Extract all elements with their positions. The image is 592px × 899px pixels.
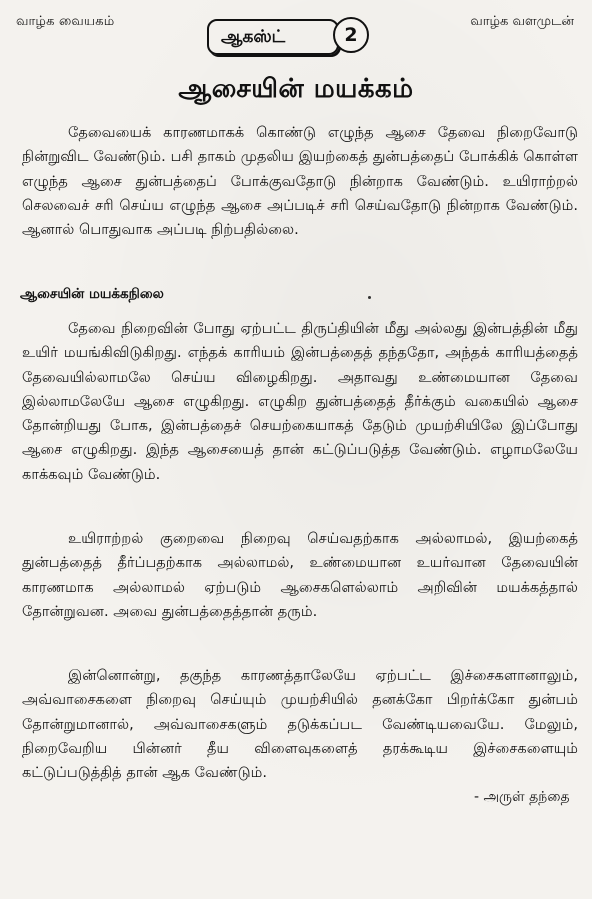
- paragraph-4: இன்னொன்று, தகுந்த காரணத்தாலேயே ஏற்பட்ட இச்சைகளானாலும், அவ்வாசைகளை நிறைவு செய்யும் முயற்சியில் தனக்கோ பிறர்க்கோ துன்பம் தோன்றுமானால், அவ்வாசைகளும் தடுக்கப்பட வேண்டியவையே. மேலும், நிறைவேறிய பின்னர் தீய விளைவுகளைத் தரக்கூடிய இச்சைகளையும் கட்டுப்படுத்தித் தான் ஆக வேண்டும்.: [22, 667, 578, 782]
- section-subheading: ஆசையின் மயக்கநிலை: [20, 286, 164, 302]
- paragraph-2-block: [22, 317, 578, 487]
- date-month: ஆகஸ்ட்: [221, 27, 286, 47]
- paragraph-2: தேவை நிறைவின் போது ஏற்பட்ட திருப்தியின் மீது அல்லது இன்பத்தின் மீது உயிர் மயங்கிவிடுகிறது. எந்தக் காரியம் இன்பத்தைத் தந்ததோ, அந்தக் காரியத்தைத் தேவையில்லாமலே செய்ய விழைகிறது. அதாவது உண்மையான தேவை இல்லாமலேயே ஆசை எழுகிறது. எழுகிற துன்பத்தைத் தீர்க்கும் வகையில் ஆசை தோன்றியது போக, இன்பத்தைச் செயற்கையாகத் தேடும் முயற்சியிலே இப்போது ஆசை எழுகிறது. இந்த ஆசையைத் தான் கட்டுப்படுத்த வேண்டும். எழாமலேயே காக்கவும் வேண்டும்.: [22, 320, 578, 483]
- page-title: ஆசையின் மயக்கம்: [178, 74, 414, 104]
- header-left-motto: வாழ்க வையகம்: [16, 14, 115, 29]
- paragraph-1-block: [22, 121, 578, 242]
- date-day: 2: [344, 24, 358, 46]
- paragraph-1: தேவையைக் காரணமாகக் கொண்டு எழுந்த ஆசை தேவை நிறைவோடு நின்றுவிட வேண்டும். பசி தாகம் முதலிய இயற்கைத் துன்பத்தைப் போக்கிக் கொள்ள எழுந்த ஆசை துன்பத்தைப் போக்குவதோடு நின்றாக வேண்டும். உயிராற்றல் செலவைச் சரி செய்ய எழுந்த ஆசை அப்படிச் சரி செய்வதோடு நின்றாக வேண்டும். ஆனால் பொதுவாக அப்படி நிற்பதில்லை.: [22, 124, 578, 239]
- header-right-motto: வாழ்க வளமுடன்: [470, 14, 574, 29]
- date-month-box: [207, 19, 339, 55]
- paragraph-3: உயிராற்றல் குறைவை நிறைவு செய்வதற்காக அல்லாமல், இயற்கைத் துன்பத்தைத் தீர்ப்பதற்காக அல்லாமல், உண்மையான உயர்வான தேவையின் காரணமாக அல்லாமல் ஏற்படும் ஆசைகளெல்லாம் அறிவின் மயக்கத்தால் தோன்றுவன. அவை துன்பத்தைத்தான் தரும்.: [22, 530, 578, 620]
- paragraph-3-block: [22, 527, 578, 624]
- paragraph-4-block: [22, 664, 578, 785]
- print-speck: [368, 296, 371, 299]
- date-day-circle: [333, 17, 369, 53]
- author-signature: - அருள் தந்தை: [474, 789, 570, 805]
